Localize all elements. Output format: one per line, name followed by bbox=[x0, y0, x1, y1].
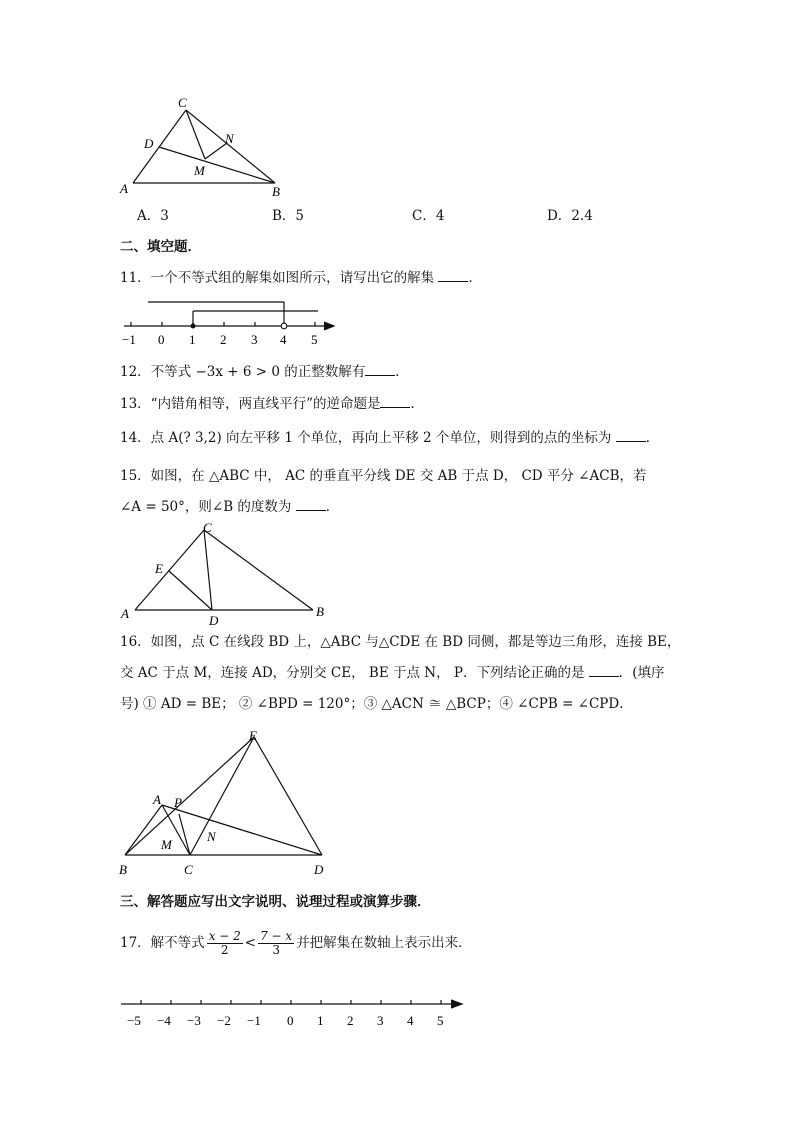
tick-label: 2 bbox=[220, 332, 227, 347]
tick-label: 0 bbox=[287, 1013, 294, 1028]
question-16-line-2: 交 AC 于点 M，连接 AD，分别交 CE， BE 于点 N， P．下列结论正确的是 ．(填序 bbox=[120, 665, 665, 681]
question-14-text: 14．点 A(? 3,2) 向左平移 1 个单位，再向上平移 2 个单位，则得到的点的坐标为 bbox=[120, 430, 612, 446]
question-13: 13．“内错角相等，两直线平行”的逆命题是 ． bbox=[120, 396, 424, 412]
tick-label: −1 bbox=[247, 1013, 261, 1028]
question-11-text: 11．一个不等式组的解集如图所示，请写出它的解集 bbox=[120, 270, 435, 286]
answer-blank-13[interactable] bbox=[380, 395, 410, 408]
section-2-title: 二、填空题． bbox=[120, 239, 201, 255]
answer-blank-16[interactable] bbox=[589, 664, 619, 677]
option-d: D．2.4 bbox=[547, 208, 593, 224]
tick-label: −1 bbox=[122, 332, 136, 347]
question-14: 14．点 A(? 3,2) 向左平移 1 个单位，再向上平移 2 个单位，则得到的点的坐标为 ． bbox=[120, 430, 660, 446]
label-A: A bbox=[120, 181, 128, 196]
tick-label: 4 bbox=[280, 332, 287, 347]
tick-label: −5 bbox=[127, 1013, 141, 1028]
tick-label: 4 bbox=[407, 1013, 414, 1028]
label-E: E bbox=[155, 561, 163, 576]
label-B: B bbox=[272, 184, 280, 199]
label-D: D bbox=[314, 862, 324, 877]
question-17: 17．解不等式 $\frac{x - 2}{2}$ < $\frac{7 - x}{3}$ 并把解集在数轴上表示出来． bbox=[120, 929, 472, 957]
answer-blank-15[interactable] bbox=[296, 498, 326, 511]
label-D: D bbox=[144, 136, 154, 151]
tick-label: 3 bbox=[377, 1013, 384, 1028]
figure-q15 bbox=[115, 518, 335, 628]
label-A: A bbox=[153, 792, 161, 807]
label-C: C bbox=[178, 95, 187, 110]
option-b: B．5 bbox=[272, 208, 305, 224]
label-M: M bbox=[194, 163, 205, 178]
label-D: D bbox=[209, 613, 219, 628]
label-A: A bbox=[121, 606, 129, 621]
label-E: E bbox=[249, 728, 257, 743]
tick-label: 1 bbox=[317, 1013, 324, 1028]
tick-label: 5 bbox=[437, 1013, 444, 1028]
tick-label: −2 bbox=[217, 1013, 231, 1028]
question-13-text: 13．“内错角相等，两直线平行”的逆命题是 bbox=[120, 396, 381, 412]
tick-label: 2 bbox=[347, 1013, 354, 1028]
number-line-q11 bbox=[118, 298, 348, 348]
number-line-q17 bbox=[115, 990, 475, 1030]
tick-label: 0 bbox=[158, 332, 165, 347]
answer-blank-11[interactable] bbox=[438, 269, 468, 282]
answer-blank-12[interactable] bbox=[365, 363, 395, 376]
fraction-right: $\frac{7 - x}{3}$ bbox=[260, 929, 293, 957]
label-N: N bbox=[207, 829, 216, 844]
question-12: 12．不等式 −3x + 6 > 0 的正整数解有 ． bbox=[120, 364, 409, 380]
option-c: C．4 bbox=[412, 208, 445, 224]
tick-label: 3 bbox=[251, 332, 258, 347]
label-B: B bbox=[316, 604, 324, 619]
fraction-left: $\frac{x - 2}{2}$ bbox=[208, 929, 241, 957]
tick-label: −3 bbox=[187, 1013, 201, 1028]
label-M: M bbox=[161, 837, 172, 852]
option-a: A．3 bbox=[137, 208, 169, 224]
tick-label: 1 bbox=[189, 332, 196, 347]
question-15-line-1: 15．如图，在 △ABC 中， AC 的垂直平分线 DE 交 AB 于点 D， CD 平分 ∠ACB，若 bbox=[120, 468, 647, 484]
label-N: N bbox=[225, 131, 234, 146]
label-C: C bbox=[184, 862, 193, 877]
label-B: B bbox=[119, 862, 127, 877]
question-12-text: 12．不等式 −3x + 6 > 0 的正整数解有 bbox=[120, 364, 366, 380]
label-C: C bbox=[203, 520, 212, 535]
section-3-title: 三、解答题应写出文字说明、说理过程或演算步骤． bbox=[120, 894, 431, 910]
question-11: 11．一个不等式组的解集如图所示，请写出它的解集 ． bbox=[120, 270, 482, 286]
answer-blank-14[interactable] bbox=[616, 429, 646, 442]
figure-q10 bbox=[110, 95, 310, 205]
question-16-line-1: 16．如图，点 C 在线段 BD 上，△ABC 与△CDE 在 BD 同侧，都是等边三角形，连接 BE， bbox=[120, 634, 681, 650]
tick-label: −4 bbox=[157, 1013, 171, 1028]
label-P: P bbox=[174, 795, 182, 810]
tick-label: 5 bbox=[311, 332, 318, 347]
question-16-line-3: 号) ① AD = BE； ② ∠BPD = 120°；③ △ACN ≅ △BCP；④ ∠CPB = ∠CPD． bbox=[120, 696, 633, 712]
question-15-line-2: ∠A = 50°，则∠B 的度数为 ． bbox=[120, 499, 340, 515]
figure-q16 bbox=[110, 725, 340, 880]
